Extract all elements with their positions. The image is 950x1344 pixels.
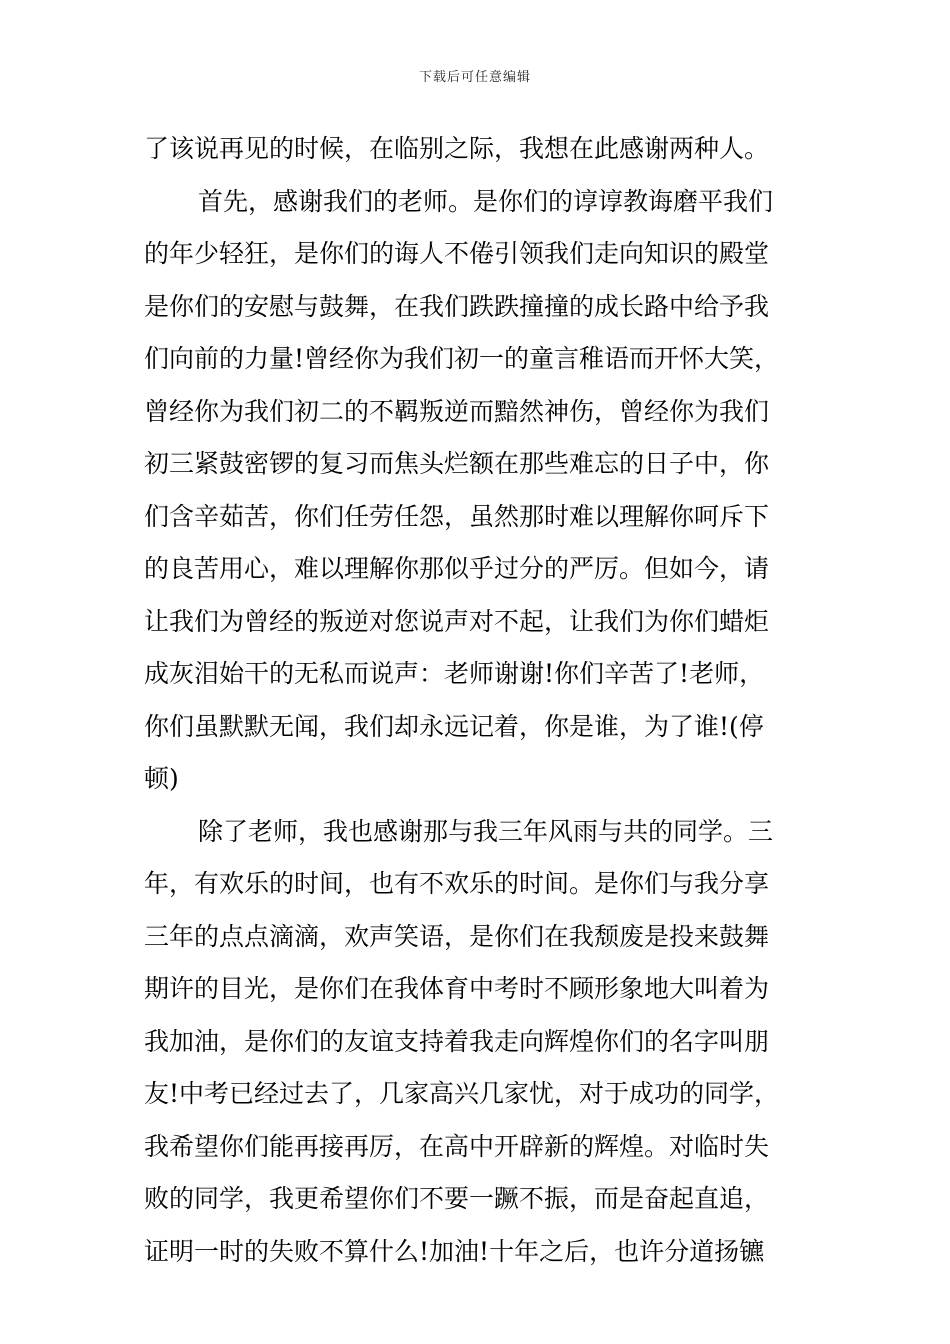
document-body xyxy=(144,123,808,1278)
text-line: 们向前的力量!曾经你为我们初一的童言稚语而开怀大笑， xyxy=(144,344,780,373)
text-line: 年，有欢乐的时间，也有不欢乐的时间。是你们与我分享 xyxy=(144,869,770,898)
text-line: 顿) xyxy=(144,764,179,793)
text-line: 的良苦用心，难以理解你那似乎过分的严厉。但如今，请 xyxy=(144,554,770,583)
page-header: 下载后可任意编辑 xyxy=(418,70,531,85)
text-line: 败的同学，我更希望你们不要一蹶不振，而是奋起直追， xyxy=(144,1184,770,1213)
text-line: 的年少轻狂，是你们的诲人不倦引领我们走向知识的殿堂 xyxy=(144,239,770,268)
text-line: 除了老师，我也感谢那与我三年风雨与共的同学。三 xyxy=(198,816,774,846)
text-line: 让我们为曾经的叛逆对您说声对不起，让我们为你们蜡炬 xyxy=(144,606,770,636)
text-line: 三年的点点滴滴，欢声笑语，是你们在我颓废是投来鼓舞 xyxy=(144,921,770,951)
text-line: 曾经你为我们初二的不羁叛逆而黯然神伤，曾经你为我们 xyxy=(144,396,770,426)
text-line: 了该说再见的时候，在临别之际，我想在此感谢两种人。 xyxy=(144,134,770,163)
text-line: 你们虽默默无闻，我们却永远记着，你是谁，为了谁!(停 xyxy=(144,711,764,741)
text-line: 我加油，是你们的友谊支持着我走向辉煌你们的名字叫朋 xyxy=(144,1026,770,1056)
text-line: 初三紧鼓密锣的复习而焦头烂额在那些难忘的日子中，你 xyxy=(144,449,770,478)
text-line: 我希望你们能再接再厉，在高中开辟新的辉煌。对临时失 xyxy=(144,1131,770,1161)
text-line: 期许的目光，是你们在我体育中考时不顾形象地大叫着为 xyxy=(144,974,770,1003)
text-line: 们含辛茹苦，你们任劳任怨，虽然那时难以理解你呵斥下 xyxy=(144,501,770,531)
text-line: 成灰泪始干的无私而说声：老师谢谢!你们辛苦了!老师， xyxy=(144,659,765,688)
text-line: 是你们的安慰与鼓舞，在我们跌跌撞撞的成长路中给予我 xyxy=(144,291,770,321)
text-line: 证明一时的失败不算什么!加油!十年之后，也许分道扬镳 xyxy=(144,1236,765,1266)
text-line: 首先，感谢我们的老师。是你们的谆谆教诲磨平我们 xyxy=(198,186,774,216)
text-line: 友!中考已经过去了，几家高兴几家忧，对于成功的同学， xyxy=(144,1079,780,1108)
